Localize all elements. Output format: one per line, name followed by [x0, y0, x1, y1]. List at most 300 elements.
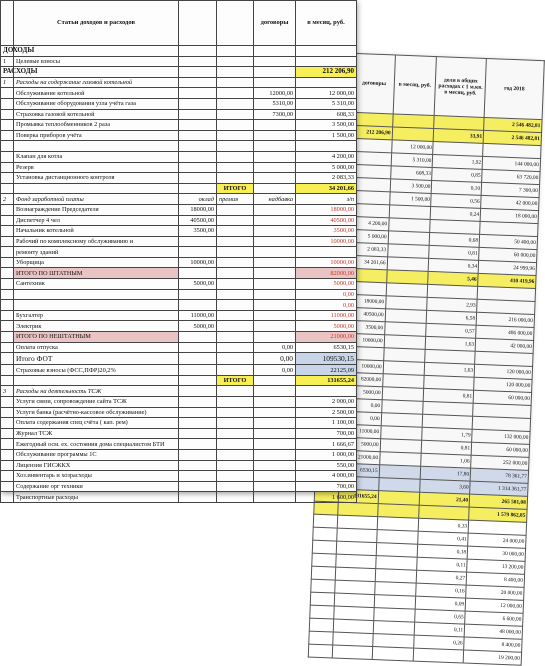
- back-table-cell: 2 546 482,81: [484, 117, 542, 132]
- back-table-cell: 30 000,00: [467, 546, 525, 561]
- table-cell: 12000,00: [254, 88, 296, 99]
- back-header-cell: доля в общих расходах с 1 м.кв. в месяц, руб.: [435, 57, 487, 118]
- table-cell: 5000,00: [179, 321, 217, 332]
- table-row: [1, 268, 357, 279]
- table-cell: [217, 215, 254, 226]
- table-cell: [217, 460, 254, 471]
- back-table-cell: 131655,24: [338, 489, 378, 504]
- back-table-cell: 33,91: [434, 129, 484, 144]
- table-cell: [254, 397, 296, 408]
- back-table-cell: [309, 618, 333, 632]
- table-cell: [217, 300, 254, 311]
- back-table-cell: 120 000,00: [474, 377, 532, 392]
- table-cell: 11000,00: [296, 310, 357, 321]
- table-cell: ИТОГО ПО НЕШТАТНЫМ: [14, 332, 179, 343]
- table-cell: [254, 471, 296, 482]
- back-table-cell: [372, 647, 414, 662]
- table-row: [1, 375, 357, 386]
- table-cell: [296, 141, 357, 152]
- table-cell: Клапан для котла: [14, 151, 179, 162]
- table-cell: Ежегодный осм. ех. состояния дома специалистом БТИ: [14, 439, 179, 450]
- table-cell: [1, 226, 14, 237]
- table-row: [1, 386, 357, 397]
- table-cell: Сантехник: [14, 279, 179, 290]
- table-cell: 0,00: [254, 353, 296, 365]
- table-cell: [254, 386, 296, 397]
- table-cell: [254, 300, 296, 311]
- back-table-cell: 6,58: [427, 310, 477, 325]
- table-cell: 7300,00: [254, 109, 296, 120]
- back-table-cell: 8 400,00: [464, 637, 522, 652]
- table-cell: [217, 268, 254, 279]
- table-row: [1, 56, 357, 67]
- table-cell: [296, 77, 357, 88]
- table-cell: [217, 67, 254, 78]
- table-cell: [217, 342, 254, 353]
- back-table-cell: 10000,00: [343, 359, 383, 374]
- table-cell: [217, 332, 254, 343]
- table-cell: 5 310,00: [296, 98, 357, 109]
- table-cell: Поверка приборов учёта: [14, 130, 179, 141]
- table-cell: 40500,00: [179, 215, 217, 226]
- table-cell: [217, 141, 254, 152]
- table-row: [1, 439, 357, 450]
- table-cell: [1, 300, 14, 311]
- table-row: [1, 236, 357, 247]
- header-cell-title: Статьи доходов и расходов: [14, 1, 179, 46]
- table-cell: ДОХОДЫ: [1, 46, 14, 57]
- table-cell: [217, 88, 254, 99]
- table-cell: Расходы на деятельность ТСЖ: [14, 386, 179, 397]
- table-cell: [254, 268, 296, 279]
- table-cell: [179, 492, 217, 503]
- back-table-cell: 13 200,00: [467, 559, 525, 574]
- back-table-cell: 0,27: [417, 570, 467, 585]
- table-cell: [254, 481, 296, 492]
- header-cell-blank: [217, 1, 254, 46]
- table-cell: Итого ФОТ: [14, 353, 179, 365]
- back-table-cell: 3500,00: [344, 320, 384, 335]
- table-cell: [296, 386, 357, 397]
- back-table-cell: 8 400,00: [466, 572, 524, 587]
- table-cell: [14, 46, 179, 57]
- table-cell: [179, 449, 217, 460]
- table-cell: [179, 151, 217, 162]
- table-cell: [1, 353, 14, 365]
- table-cell: [179, 397, 217, 408]
- back-table-cell: 0,00: [342, 398, 382, 413]
- back-table-cell: [313, 514, 337, 528]
- table-cell: [254, 46, 296, 57]
- table-cell: [296, 56, 357, 67]
- table-cell: 700,00: [296, 428, 357, 439]
- table-cell: 1 666,67: [296, 439, 357, 450]
- back-table-cell: 11000,00: [341, 424, 381, 439]
- table-cell: [217, 120, 254, 131]
- table-cell: [14, 141, 179, 152]
- table-cell: Уборщица: [14, 257, 179, 268]
- back-table-cell: 60 000,00: [479, 247, 537, 262]
- back-table-cell: 5 310,00: [391, 153, 433, 168]
- table-cell: [179, 386, 217, 397]
- budget-table-body: [1, 46, 357, 503]
- back-table-cell: 18000,00: [345, 294, 385, 309]
- table-row: [1, 279, 357, 290]
- table-cell: 22125,09: [296, 365, 357, 376]
- table-cell: [179, 300, 217, 311]
- back-table-cell: 3 500,00: [390, 179, 432, 194]
- table-cell: [179, 481, 217, 492]
- back-header-row: [329, 53, 544, 120]
- table-cell: [217, 310, 254, 321]
- back-table-cell: 50 400,00: [479, 234, 537, 249]
- table-cell: [217, 449, 254, 460]
- back-table-cell: 132 000,00: [472, 429, 530, 444]
- back-table-cell: 120 000,00: [474, 364, 532, 379]
- back-header-cell: договоры: [353, 53, 395, 113]
- table-cell: РАСХОДЫ: [1, 67, 14, 78]
- table-row: [1, 407, 357, 418]
- table-cell: [14, 289, 179, 300]
- table-cell: 2 500,00: [296, 407, 357, 418]
- back-table-cell: [308, 644, 332, 658]
- back-table-cell: 42 000,00: [475, 338, 533, 353]
- table-cell: [1, 204, 14, 215]
- table-cell: [179, 247, 217, 258]
- table-cell: [254, 289, 296, 300]
- table-cell: оклад: [179, 194, 217, 205]
- back-table-cell: [312, 553, 336, 567]
- table-cell: [1, 141, 14, 152]
- back-table-cell: 1,06: [421, 453, 471, 468]
- table-cell: 0,00: [296, 300, 357, 311]
- table-row: [1, 88, 357, 99]
- table-cell: 5000,00: [179, 279, 217, 290]
- table-cell: [1, 365, 14, 376]
- table-cell: [254, 141, 296, 152]
- back-table-cell: 0,81: [422, 440, 472, 455]
- table-row: [1, 67, 357, 78]
- table-cell: Рабочий по комплексному обслуживанию и: [14, 236, 179, 247]
- table-cell: 131655,24: [296, 375, 357, 386]
- table-cell: [179, 130, 217, 141]
- back-table-cell: 24 999,96: [478, 260, 536, 275]
- table-row: [1, 46, 357, 57]
- table-cell: [217, 151, 254, 162]
- table-cell: Хоз.инвентарь и хозрасходы: [14, 471, 179, 482]
- table-cell: Журнал ТСЖ: [14, 428, 179, 439]
- back-table-cell: 5,46: [428, 271, 478, 286]
- back-table-cell: 0,41: [418, 531, 468, 546]
- back-table-cell: 0,81: [429, 245, 479, 260]
- table-cell: Страховые взносы (ФСС,ПФР)20,2%: [14, 365, 179, 376]
- table-cell: 550,00: [296, 460, 357, 471]
- back-table-cell: 0,26: [414, 635, 464, 650]
- table-row: [1, 77, 357, 88]
- table-cell: [14, 375, 179, 386]
- table-cell: Услуги банка (расчётно-кассовое обслуживание): [14, 407, 179, 418]
- table-cell: [1, 109, 14, 120]
- table-cell: [217, 77, 254, 88]
- table-row: [1, 460, 357, 471]
- table-cell: Целевые взносы: [14, 56, 179, 67]
- table-cell: [254, 226, 296, 237]
- table-cell: [179, 67, 217, 78]
- table-cell: 5000,00: [296, 279, 357, 290]
- table-row: [1, 98, 357, 109]
- table-cell: 0,00: [296, 289, 357, 300]
- table-cell: [1, 247, 14, 258]
- table-cell: [1, 439, 14, 450]
- back-table-cell: 7 300,00: [481, 182, 539, 197]
- back-table-cell: 82000,00: [342, 372, 382, 387]
- table-cell: [254, 173, 296, 184]
- table-cell: [217, 204, 254, 215]
- table-cell: [1, 342, 14, 353]
- back-table-cell: [310, 605, 334, 619]
- table-cell: [217, 428, 254, 439]
- table-cell: [14, 67, 179, 78]
- back-table-cell: 0,33: [419, 518, 469, 533]
- table-cell: [254, 120, 296, 131]
- table-cell: [179, 77, 217, 88]
- table-cell: 2 083,33: [296, 173, 357, 184]
- back-table-cell: 1,63: [426, 336, 476, 351]
- table-cell: [217, 56, 254, 67]
- table-row: [1, 342, 357, 353]
- table-cell: [254, 151, 296, 162]
- back-table-cell: 24 000,00: [468, 533, 526, 548]
- table-cell: [254, 215, 296, 226]
- back-table-cell: [414, 648, 464, 663]
- table-cell: Начальник котельной: [14, 226, 179, 237]
- table-cell: [1, 460, 14, 471]
- table-row: [1, 332, 357, 343]
- table-cell: 5000,00: [296, 321, 357, 332]
- table-row: [1, 428, 357, 439]
- table-cell: [1, 375, 14, 386]
- table-cell: 1: [1, 77, 14, 88]
- table-cell: 1 100,00: [296, 418, 357, 429]
- header-cell-contracts: договоры: [254, 1, 296, 46]
- table-cell: 82000,00: [296, 268, 357, 279]
- back-table-cell: 18 000,00: [480, 208, 538, 223]
- back-table-cell: [311, 566, 335, 580]
- table-row: [1, 183, 357, 194]
- back-table-cell: [311, 579, 335, 593]
- table-cell: [217, 236, 254, 247]
- table-cell: [217, 439, 254, 450]
- table-cell: [254, 375, 296, 386]
- table-cell: 1: [1, 56, 14, 67]
- table-cell: [217, 247, 254, 258]
- back-table-cell: 42 000,00: [481, 195, 539, 210]
- table-cell: [254, 439, 296, 450]
- back-table-cell: 0,16: [416, 583, 466, 598]
- back-table-cell: 21000,00: [340, 450, 380, 465]
- table-cell: [254, 407, 296, 418]
- table-cell: Страховка газовой котельной: [14, 109, 179, 120]
- back-table-cell: [313, 527, 337, 541]
- table-cell: [1, 407, 14, 418]
- back-table-cell: 216 000,00: [476, 312, 534, 327]
- table-row: [1, 471, 357, 482]
- table-cell: 18000,00: [296, 204, 357, 215]
- back-table-cell: 0,65: [415, 609, 465, 624]
- table-cell: [179, 268, 217, 279]
- back-table-cell: [309, 631, 333, 645]
- table-cell: Оплата содержания спец счёта ( кап. рем): [14, 418, 179, 429]
- table-cell: [254, 247, 296, 258]
- table-cell: [254, 332, 296, 343]
- table-cell: 10000,00: [296, 236, 357, 247]
- table-cell: [179, 375, 217, 386]
- table-cell: [14, 183, 179, 194]
- back-table-cell: 1,92: [433, 154, 483, 169]
- back-table-cell: 5 000,00: [348, 229, 388, 244]
- back-table-cell: 252 000,00: [471, 455, 529, 470]
- table-cell: [217, 257, 254, 268]
- table-cell: 1 500,00: [296, 130, 357, 141]
- table-cell: [179, 407, 217, 418]
- table-cell: [1, 310, 14, 321]
- table-cell: [179, 439, 217, 450]
- table-cell: 21000,00: [296, 332, 357, 343]
- table-row: [1, 492, 357, 503]
- table-cell: [179, 236, 217, 247]
- back-table-cell: 0,24: [431, 206, 481, 221]
- table-row: [1, 300, 357, 311]
- back-table-cell: 34 201,66: [347, 255, 387, 270]
- back-table-cell: 0,11: [415, 622, 465, 637]
- table-cell: премия: [217, 194, 254, 205]
- back-table-cell: 21,40: [420, 492, 470, 507]
- table-row: [1, 247, 357, 258]
- table-cell: Фонд заработной платы: [14, 194, 179, 205]
- table-cell: Вознаграждение Председателя: [14, 204, 179, 215]
- table-cell: [1, 492, 14, 503]
- table-cell: [179, 289, 217, 300]
- table-cell: [217, 353, 254, 365]
- table-cell: [179, 56, 217, 67]
- table-cell: [217, 109, 254, 120]
- table-cell: Обслуживание оборудования узла учёта газа: [14, 98, 179, 109]
- table-cell: [217, 407, 254, 418]
- table-cell: [179, 183, 217, 194]
- table-cell: [1, 88, 14, 99]
- table-cell: [254, 428, 296, 439]
- table-cell: [179, 109, 217, 120]
- table-cell: [1, 183, 14, 194]
- table-cell: Обслуживание котельной: [14, 88, 179, 99]
- table-row: [1, 109, 357, 120]
- table-cell: 608,33: [296, 109, 357, 120]
- table-cell: [254, 257, 296, 268]
- table-cell: [254, 236, 296, 247]
- table-row: [1, 365, 357, 376]
- back-table-cell: 12 000,00: [465, 598, 523, 613]
- table-row: [1, 173, 357, 184]
- table-cell: [217, 418, 254, 429]
- back-table-cell: 265 501,08: [469, 494, 527, 509]
- table-cell: [1, 173, 14, 184]
- table-cell: ремонту зданий: [14, 247, 179, 258]
- table-row: [1, 353, 357, 365]
- table-cell: [1, 257, 14, 268]
- table-cell: 2 000,00: [296, 397, 357, 408]
- table-cell: [217, 365, 254, 376]
- table-cell: ИТОГО: [217, 183, 254, 194]
- table-cell: 212 206,90: [296, 67, 357, 78]
- header-cell-monthly: в месяц, руб.: [296, 1, 357, 46]
- table-cell: [1, 236, 14, 247]
- table-cell: Промывка теплообменников 2 раза: [14, 120, 179, 131]
- table-cell: [254, 56, 296, 67]
- table-cell: [179, 342, 217, 353]
- back-table-cell: 6 600,00: [465, 611, 523, 626]
- back-table-cell: 0,10: [432, 180, 482, 195]
- table-cell: [179, 460, 217, 471]
- table-cell: Расходы на содержание газовой котельной: [14, 77, 179, 88]
- table-cell: Оплата отпуска: [14, 342, 179, 353]
- table-cell: надбавка: [254, 194, 296, 205]
- table-cell: [254, 162, 296, 173]
- table-cell: 18000,00: [179, 204, 217, 215]
- back-table-cell: 40500,00: [345, 307, 385, 322]
- table-cell: 4 200,00: [296, 151, 357, 162]
- table-cell: [1, 130, 14, 141]
- back-table-cell: 5000,00: [342, 385, 382, 400]
- back-table-cell: 12 000,00: [391, 140, 433, 155]
- back-table-cell: 17,80: [421, 466, 471, 481]
- table-row: [1, 481, 357, 492]
- table-cell: [179, 332, 217, 343]
- back-table-cell: 60 000,00: [471, 442, 529, 457]
- back-table-cell: 0,56: [431, 193, 481, 208]
- back-header-cell: год 2018: [484, 58, 544, 119]
- table-cell: [179, 141, 217, 152]
- table-cell: [179, 88, 217, 99]
- table-cell: [1, 321, 14, 332]
- table-cell: 700,00: [296, 481, 357, 492]
- table-cell: Бухгалтер: [14, 310, 179, 321]
- table-cell: 5310,00: [254, 98, 296, 109]
- table-cell: [179, 98, 217, 109]
- table-row: [1, 162, 357, 173]
- back-table-cell: 0,57: [426, 323, 476, 338]
- back-table-cell: 0,85: [432, 167, 482, 182]
- back-table-cell: 2,93: [427, 297, 477, 312]
- table-cell: [254, 67, 296, 78]
- back-header-cell: в месяц, руб.: [393, 55, 437, 116]
- header-cell-num: [1, 1, 14, 46]
- table-cell: [1, 279, 14, 290]
- back-table-cell: 212 206,90: [352, 125, 392, 140]
- table-row: [1, 130, 357, 141]
- table-cell: 11000,00: [179, 310, 217, 321]
- table-cell: 2: [1, 194, 14, 205]
- back-table-cell: 2 083,33: [347, 242, 387, 257]
- table-cell: [1, 449, 14, 460]
- table-cell: [179, 353, 217, 365]
- back-table-cell: 2 546 482,81: [483, 130, 541, 145]
- table-cell: [254, 449, 296, 460]
- table-cell: [254, 204, 296, 215]
- back-table-cell: 60 000,00: [473, 390, 531, 405]
- table-cell: Содержание орг техники: [14, 481, 179, 492]
- table-cell: [254, 418, 296, 429]
- table-cell: [217, 289, 254, 300]
